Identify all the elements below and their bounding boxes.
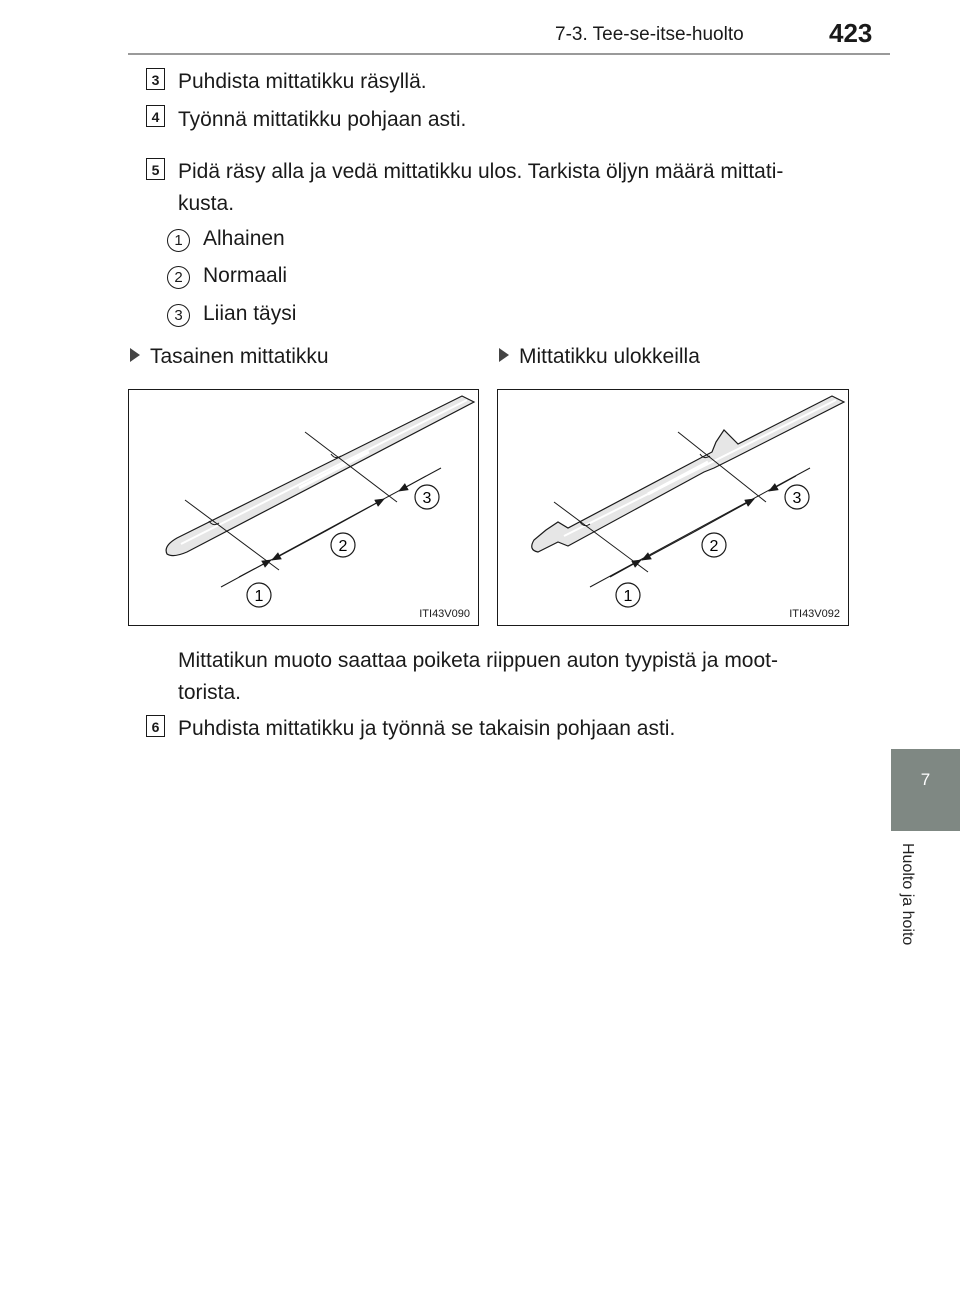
level-number-2: 2 bbox=[167, 266, 190, 289]
page-number: 423 bbox=[829, 18, 873, 48]
flat-callout-3: 3 bbox=[422, 490, 432, 507]
step-badge-5: 5 bbox=[146, 158, 165, 180]
figure-code-flat: ITI43V090 bbox=[419, 608, 470, 620]
triangle-bullet-icon bbox=[130, 348, 140, 362]
figure-heading-tabbed-text: Mittatikku ulokkeilla bbox=[519, 345, 700, 368]
step-badge-6: 6 bbox=[146, 715, 165, 737]
figure-heading-flat-text: Tasainen mittatikku bbox=[150, 345, 329, 368]
step-badge-4: 4 bbox=[146, 105, 165, 127]
note-line-2: torista. bbox=[178, 681, 242, 704]
figure-heading-tabbed bbox=[499, 345, 700, 369]
level-number-1: 1 bbox=[167, 229, 190, 252]
step-6-text: Puhdista mittatikku ja työnnä se takaisin pohjaan asti. bbox=[178, 717, 676, 740]
level-label-normal: Normaali bbox=[203, 264, 288, 287]
figure-flat-dipstick bbox=[128, 389, 479, 626]
triangle-bullet-icon bbox=[499, 348, 509, 362]
note-line-1: Mittatikun muoto saattaa poiketa riippuen auton tyypistä ja moot- bbox=[178, 649, 778, 672]
step-5-text-line-1: Pidä räsy alla ja vedä mittatikku ulos. Tarkista öljyn määrä mittati- bbox=[178, 160, 784, 183]
level-label-low: Alhainen bbox=[203, 227, 285, 250]
step-3-text: Puhdista mittatikku räsyllä. bbox=[178, 70, 427, 93]
tabbed-callout-1: 1 bbox=[623, 588, 633, 605]
flat-callout-1: 1 bbox=[254, 588, 264, 605]
level-label-overfull: Liian täysi bbox=[203, 302, 297, 325]
step-4-text: Työnnä mittatikku pohjaan asti. bbox=[178, 108, 467, 131]
header-divider bbox=[128, 53, 890, 55]
figure-code-tabbed: ITI43V092 bbox=[789, 608, 840, 620]
chapter-tab bbox=[891, 749, 960, 831]
tabbed-dipstick-illustration bbox=[498, 390, 850, 627]
level-number-3: 3 bbox=[167, 304, 190, 327]
chapter-label: Huolto ja hoito bbox=[899, 843, 916, 946]
step-badge-3: 3 bbox=[146, 68, 165, 90]
figure-tabbed-dipstick bbox=[497, 389, 849, 626]
chapter-number: 7 bbox=[920, 770, 931, 789]
step-5-text-line-2: kusta. bbox=[178, 192, 235, 215]
flat-callout-2: 2 bbox=[338, 538, 348, 555]
section-title: 7-3. Tee-se-itse-huolto bbox=[555, 24, 744, 45]
figure-heading-flat bbox=[130, 345, 329, 369]
tabbed-callout-3: 3 bbox=[792, 490, 802, 507]
tabbed-callout-2: 2 bbox=[709, 538, 719, 555]
flat-dipstick-illustration bbox=[129, 390, 480, 627]
